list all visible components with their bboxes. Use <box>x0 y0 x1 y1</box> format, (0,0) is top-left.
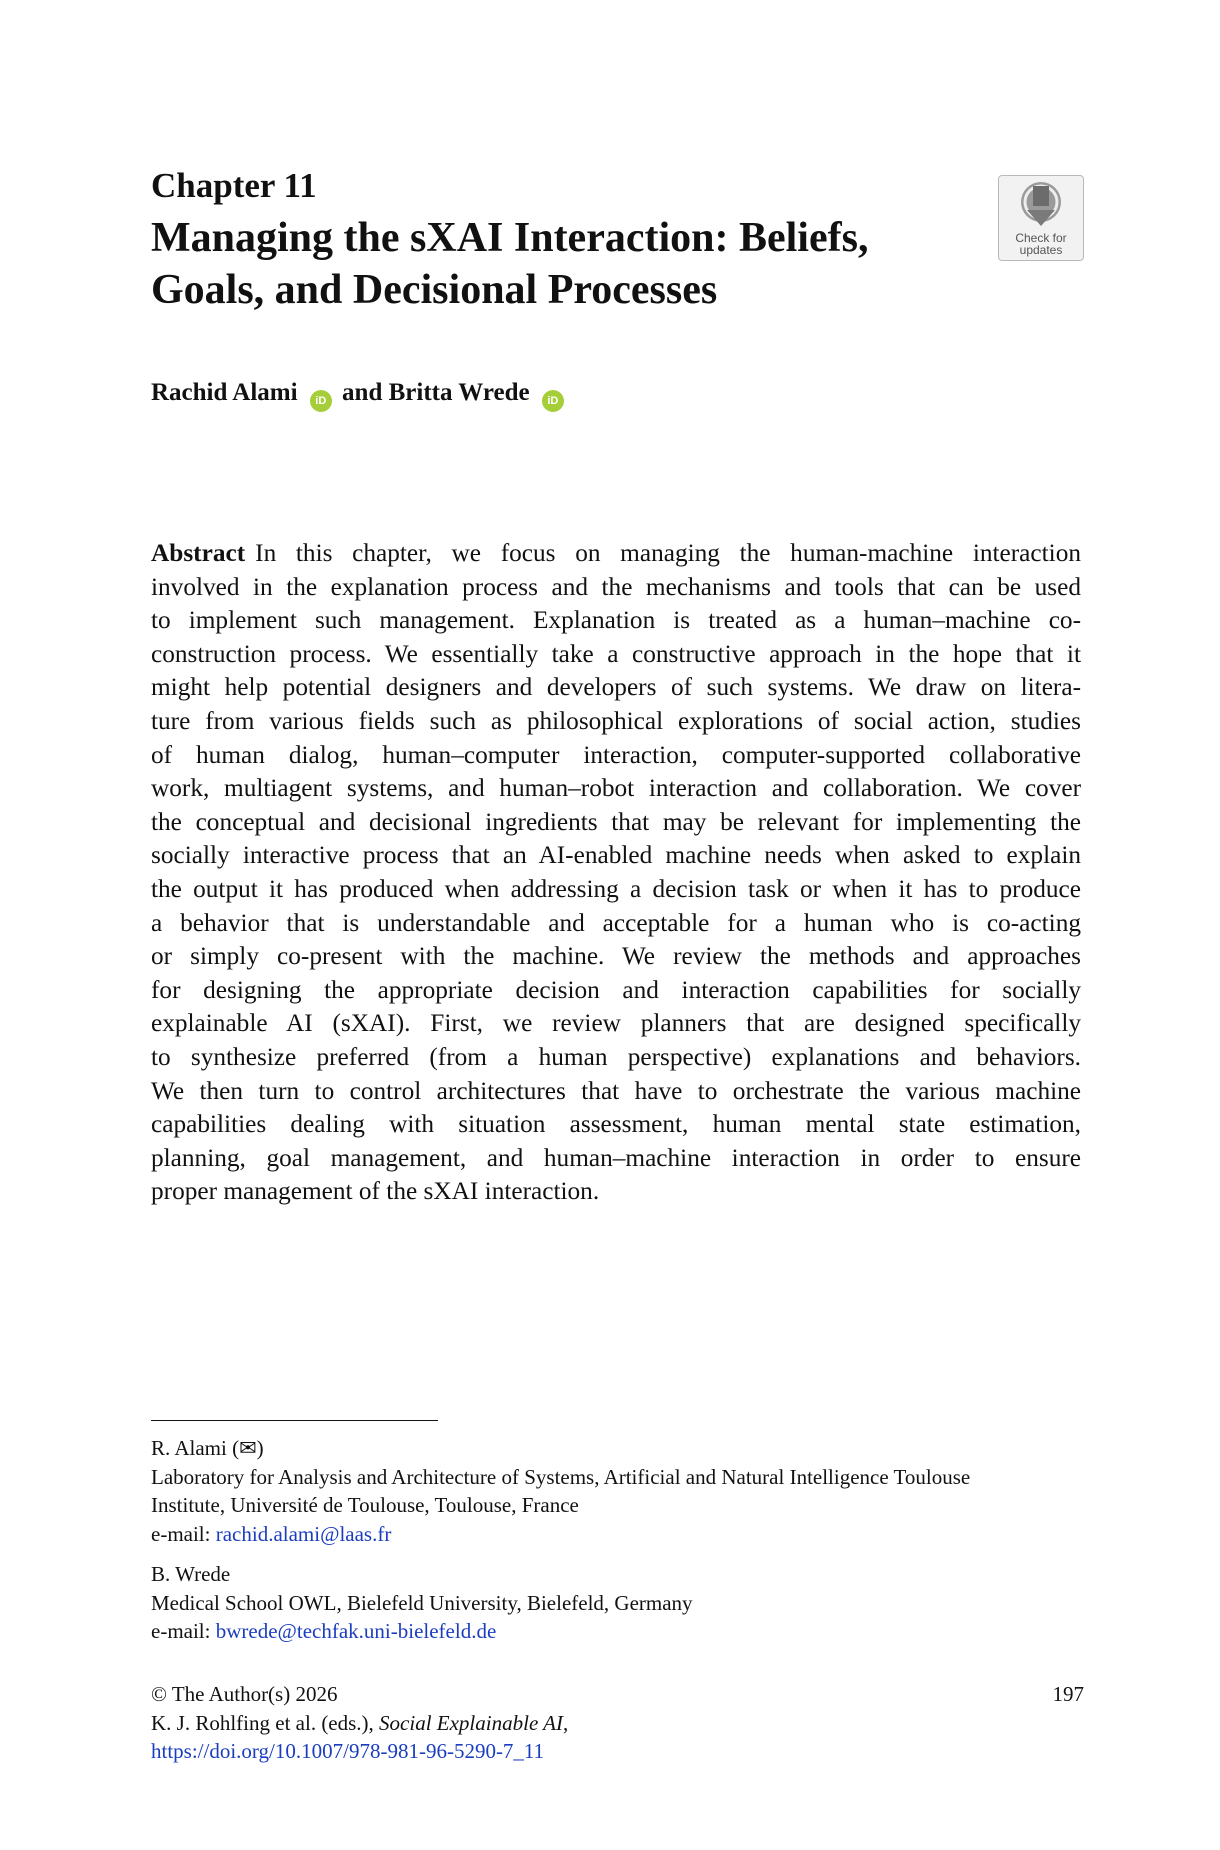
affiliation-line: Medical School OWL, Bielefeld University, Bielefeld, Germany <box>151 1590 693 1615</box>
abstract-line: work, multiagent systems, and human–robot interaction and collaboration. We cover <box>151 774 1081 803</box>
abstract-text: In this chapter, we focus on managing the human-machine interaction <box>255 539 1081 567</box>
affiliation-line: Laboratory for Analysis and Architecture of Systems, Artificial and Natural Intelligence Toulouse <box>151 1464 971 1489</box>
orcid-icon[interactable]: iD <box>542 390 564 412</box>
abstract-line: capabilities dealing with situation assessment, human mental state estimation, <box>151 1110 1081 1139</box>
chapter-label: Chapter 11 <box>151 166 317 205</box>
crossmark-line: updates <box>1019 243 1063 257</box>
affiliation-name: B. Wrede <box>151 1562 231 1586</box>
abstract-line: for designing the appropriate decision and interaction capabilities for socially <box>151 975 1081 1004</box>
abstract-line: We then turn to control architectures that have to orchestrate the various machine <box>151 1076 1081 1105</box>
abstract-line: planning, goal management, and human–machine interaction in order to ensure <box>151 1143 1081 1172</box>
abstract-line <box>151 537 1081 571</box>
orcid-icon[interactable]: iD <box>310 390 332 412</box>
abstract <box>151 537 1081 1209</box>
abstract-line: to implement such management. Explanation is treated as a human–machine co- <box>151 606 1081 635</box>
abstract-line: involved in the explanation process and the mechanisms and tools that can be used <box>151 572 1081 601</box>
email-label: e-mail: <box>151 1521 216 1546</box>
chapter-title <box>151 212 951 316</box>
crossmark-icon <box>1017 180 1065 230</box>
crossmark-line: Check for <box>1015 231 1067 245</box>
page-number: 197 <box>1052 1682 1084 1706</box>
author-name: Britta Wrede <box>388 379 530 406</box>
authors <box>151 378 568 412</box>
editors-prefix: K. J. Rohlfing et al. (eds.), <box>151 1710 380 1735</box>
book-citation <box>151 1709 1086 1738</box>
abstract-line: to synthesize preferred (from a human perspective) explanations and behaviors. <box>151 1042 1081 1071</box>
book-title: Social Explainable AI <box>379 1710 563 1735</box>
editors-suffix: , <box>562 1710 569 1735</box>
abstract-line: proper management of the sXAI interaction. <box>151 1177 600 1206</box>
abstract-line: of human dialog, human–computer interaction, computer-supported collaborative <box>151 740 1081 769</box>
chapter-title-line: Goals, and Decisional Processes <box>151 267 718 313</box>
abstract-label: Abstract <box>151 539 246 567</box>
doi-link[interactable]: https://doi.org/10.1007/978-981-96-5290-7_11 <box>151 1739 545 1763</box>
footer <box>151 1680 1086 1766</box>
author-name: Rachid Alami <box>151 379 298 406</box>
chapter-title-line: Managing the sXAI Interaction: Beliefs, <box>151 215 869 261</box>
abstract-line: explainable AI (sXAI). First, we review planners that are designed specifically <box>151 1009 1081 1038</box>
abstract-line: ture from various fields such as philosophical explorations of social action, studies <box>151 706 1081 735</box>
crossmark-label <box>999 232 1083 256</box>
abstract-line: the conceptual and decisional ingredients that may be relevant for implementing the <box>151 807 1081 836</box>
footnote-rule <box>151 1420 438 1421</box>
email-link-alami[interactable]: rachid.alami@laas.fr <box>215 1521 392 1546</box>
affiliation-line: Institute, Université de Toulouse, Toulouse, France <box>151 1493 579 1517</box>
abstract-line: the output it has produced when addressing a decision task or when it has to produce <box>151 874 1081 903</box>
copyright: © The Author(s) 2026 <box>151 1682 338 1706</box>
affiliation-alami <box>151 1434 1086 1548</box>
abstract-line: socially interactive process that an AI-enabled machine needs when asked to explain <box>151 841 1081 870</box>
affiliation-email-row <box>151 1520 1086 1549</box>
email-label: e-mail: <box>151 1619 216 1643</box>
check-for-updates-badge[interactable] <box>998 175 1084 261</box>
abstract-line: might help potential designers and developers of such systems. We draw on litera- <box>151 673 1081 702</box>
abstract-line: or simply co-present with the machine. We review the methods and approaches <box>151 942 1081 971</box>
email-link-wrede[interactable]: bwrede@techfak.uni-bielefeld.de <box>215 1619 497 1643</box>
affiliation-wrede <box>151 1560 1086 1646</box>
abstract-line: construction process. We essentially take a constructive approach in the hope that it <box>151 639 1081 668</box>
affiliation-email-row <box>151 1617 1086 1646</box>
abstract-line: a behavior that is understandable and acceptable for a human who is co-acting <box>151 908 1081 937</box>
affiliation-name: R. Alami (✉) <box>151 1436 264 1460</box>
author-connector: and <box>342 379 383 406</box>
